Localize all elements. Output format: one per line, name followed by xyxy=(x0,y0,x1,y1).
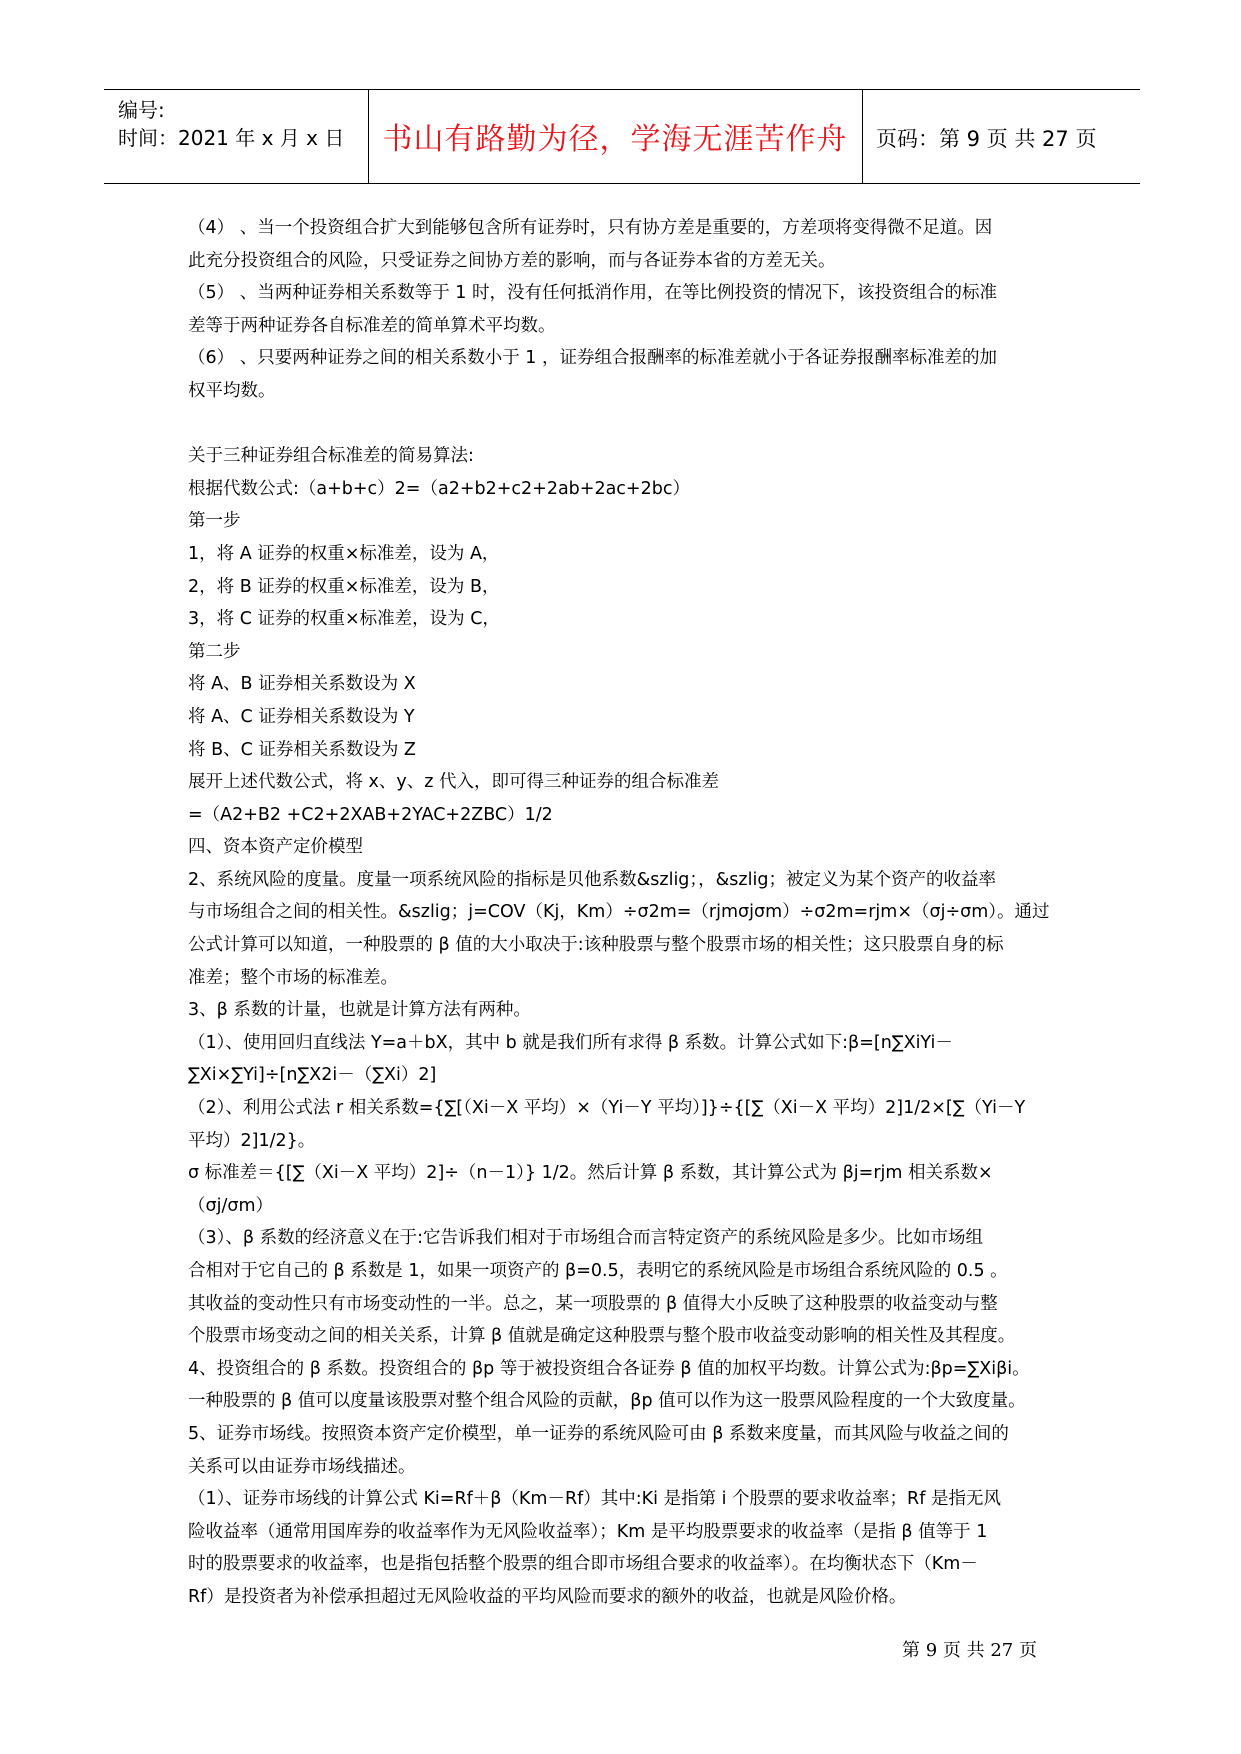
body-line: （σj/σm） xyxy=(188,1195,273,1216)
body-line: 将 A、C 证券相关系数设为 Y xyxy=(188,706,415,727)
body-line: （1）、使用回归直线法 Y=a＋bX，其中 b 就是我们所有求得 β 系数。计算公式如下:β=[n∑XiYi－ xyxy=(188,1032,953,1053)
body-line: 关系可以由证券市场线描述。 xyxy=(188,1456,416,1477)
document-number-label: 编号: xyxy=(118,98,165,122)
body-line: Rf）是投资者为补偿承担超过无风险收益的平均风险而要求的额外的收益，也就是风险价格。 xyxy=(188,1586,907,1607)
body-line: ∑Xi×∑Yi]÷[n∑X2i－（∑Xi）2] xyxy=(188,1065,437,1086)
body-line: （4） 、当一个投资组合扩大到能够包含所有证券时，只有协方差是重要的，方差项将变得微不足道。因 xyxy=(188,218,993,238)
body-line: 准差；整个市场的标准差。 xyxy=(188,967,398,988)
blank-line xyxy=(188,408,1062,441)
body-line: 合相对于它自己的 β 系数是 1，如果一项资产的 β=0.5，表明它的系统风险是市场组合系统风险的 0.5 。 xyxy=(188,1261,1008,1281)
body-line: 2，将 B 证券的权重×标准差，设为 B， xyxy=(188,576,500,597)
body-line: 权平均数。 xyxy=(188,380,276,401)
body-line: 3，将 C 证券的权重×标准差，设为 C， xyxy=(188,609,500,630)
header-motto-cell xyxy=(368,90,863,183)
body-line: 2、系统风险的度量。度量一项系统风险的指标是贝他系数&szlig；，&szlig；被定义为某个资产的收益率 xyxy=(188,869,996,890)
body-line: 关于三种证券组合标准差的简易算法: xyxy=(188,446,474,467)
body-line: 根据代数公式:（a+b+c）2=（a2+b2+c2+2ab+2ac+2bc） xyxy=(188,478,690,499)
body-line: 四、资本资产定价模型 xyxy=(188,837,363,858)
body-line: 其收益的变动性只有市场变动性的一半。总之，某一项股票的 β 值得大小反映了这种股票的收益变动与整 xyxy=(188,1293,998,1314)
page-footer: 第 9 页 共 27 页 xyxy=(902,1640,1037,1661)
body-line: 时的股票要求的收益率，也是指包括整个股票的组合即市场组合要求的收益率）。在均衡状态下（Km－ xyxy=(188,1554,978,1575)
body-line: 3、β 系数的计量，也就是计算方法有两种。 xyxy=(188,1000,531,1021)
body-line: 平均）2]1/2}。 xyxy=(188,1130,316,1151)
body-line: （1）、证券市场线的计算公式 Ki=Rf＋β（Km－Rf）其中:Ki 是指第 i 个股票的要求收益率；Rf 是指无风 xyxy=(188,1489,1001,1510)
body-line: 第二步 xyxy=(188,641,241,662)
page-header xyxy=(104,89,1140,184)
body-line: 展开上述代数公式，将 x、y、z 代入，即可得三种证券的组合标准差 xyxy=(188,772,720,793)
body-line: （6） 、只要两种证券之间的相关系数小于 1 ，证券组合报酬率的标准差就小于各证券报酬率标准差的加 xyxy=(188,348,997,369)
body-line: （2）、利用公式法 r 相关系数={∑[（Xi－X 平均）×（Yi－Y 平均）]}÷{[∑（Xi－X 平均）2]1/2×[∑（Yi－Y xyxy=(188,1098,1026,1119)
body-line: 第一步 xyxy=(188,511,241,532)
body-line: 差等于两种证券各自标准差的简单算术平均数。 xyxy=(188,315,556,336)
body-line: 1，将 A 证券的权重×标准差，设为 A， xyxy=(188,543,500,564)
header-page-cell xyxy=(862,90,1140,183)
body-line: 险收益率（通常用国库券的收益率作为无风险收益率）；Km 是平均股票要求的收益率（是指 β 值等于 1 xyxy=(188,1521,988,1542)
document-time-label: 时间：2021 年 x 月 x 日 xyxy=(118,126,345,150)
body-line: （5） 、当两种证券相关系数等于 1 时，没有任何抵消作用，在等比例投资的情况下，该投资组合的标准 xyxy=(188,283,997,304)
document-body xyxy=(188,212,1062,1614)
body-line: 个股票市场变动之间的相关关系，计算 β 值就是确定这种股票与整个股市收益变动影响的相关性及其程度。 xyxy=(188,1326,1016,1347)
body-line: （3）、β 系数的经济意义在于:它告诉我们相对于市场组合而言特定资产的系统风险是多少。比如市场组 xyxy=(188,1228,984,1249)
body-line: =（A2+B2 +C2+2XAB+2YAC+2ZBC）1/2 xyxy=(188,804,553,825)
body-line: σ 标准差＝{[∑（Xi－X 平均）2]÷（n－1）} 1/2。然后计算 β 系数，其计算公式为 βj=rjm 相关系数× xyxy=(188,1163,993,1184)
header-page-code: 页码：第 9 页 共 27 页 xyxy=(876,127,1097,151)
header-motto: 书山有路勤为径，学海无涯苦作舟 xyxy=(382,122,848,157)
body-line: 将 B、C 证券相关系数设为 Z xyxy=(188,739,416,760)
header-info-cell xyxy=(104,90,369,183)
body-line: 一种股票的 β 值可以度量该股票对整个组合风险的贡献，βp 值可以作为这一股票风险程度的一个大致度量。 xyxy=(188,1391,1026,1412)
body-line: 此充分投资组合的风险，只受证券之间协方差的影响，而与各证券本省的方差无关。 xyxy=(188,250,836,271)
body-line: 将 A、B 证券相关系数设为 X xyxy=(188,674,416,695)
body-line: 5、证券市场线。按照资本资产定价模型，单一证券的系统风险可由 β 系数来度量，而其风险与收益之间的 xyxy=(188,1423,1009,1444)
body-line: 公式计算可以知道，一种股票的 β 值的大小取决于:该种股票与整个股票市场的相关性；这只股票自身的标 xyxy=(188,935,1004,956)
body-line: 4、投资组合的 β 系数。投资组合的 βp 等于被投资组合各证券 β 值的加权平均数。计算公式为:βp=∑Xiβi。 xyxy=(188,1358,1030,1379)
body-line: 与市场组合之间的相关性。&szlig；j=COV（Kj，Km）÷σ2m=（rjmσjσm）÷σ2m=rjm×（σj÷σm）。通过 xyxy=(188,902,1050,923)
